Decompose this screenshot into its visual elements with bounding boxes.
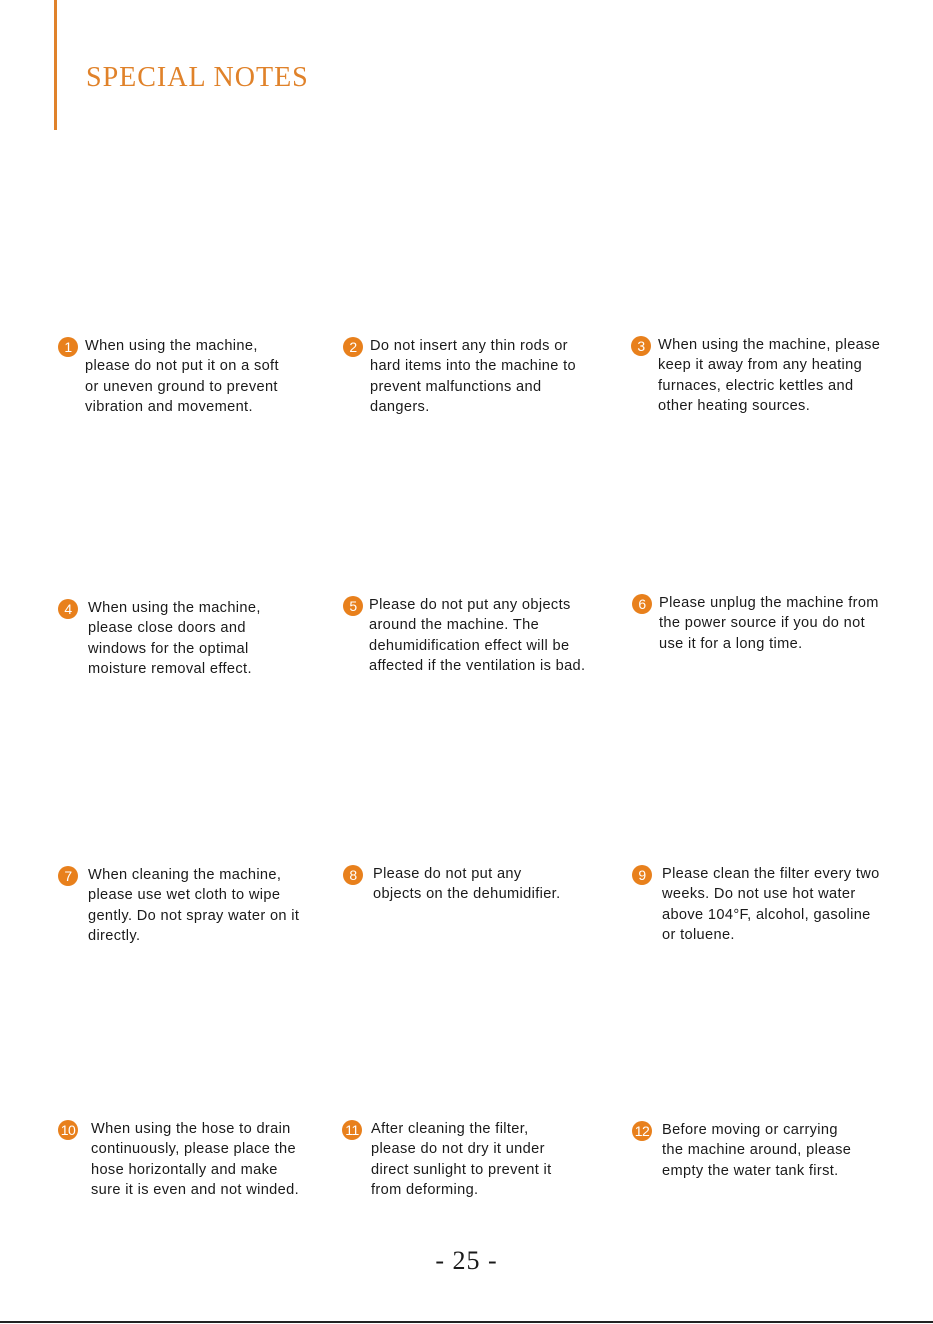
note-number-badge: 5	[343, 596, 363, 616]
note-text: Do not insert any thin rods or hard items into the machine to prevent malfunctions and dangers.	[370, 338, 576, 416]
note-number-badge: 1	[58, 337, 78, 357]
note-text: Before moving or carrying the machine around, please empty the water tank first.	[662, 1122, 852, 1179]
note-text: When using the machine, please keep it away from any heating furnaces, electric kettles and other heating sources.	[658, 337, 881, 415]
bottom-divider	[0, 1321, 933, 1323]
note-number-badge: 7	[58, 866, 78, 886]
note-text: Please unplug the machine from the power source if you do not use it for a long time.	[659, 595, 879, 652]
note-number-badge: 12	[632, 1121, 652, 1141]
note-text: Please clean the filter every two weeks. Do not use hot water above 104°F, alcohol, gasoline or toluene.	[662, 866, 880, 944]
note-number-badge: 9	[632, 865, 652, 885]
note-text: When cleaning the machine, please use wet cloth to wipe gently. Do not spray water on it directly.	[88, 867, 300, 945]
page-number: - 25 -	[435, 1246, 498, 1275]
note-number-badge: 6	[632, 594, 652, 614]
note-number-badge: 10	[58, 1120, 78, 1140]
note-text: After cleaning the filter, please do not dry it under direct sunlight to prevent it from deforming.	[371, 1121, 552, 1199]
note-text: Please do not put any objects around the machine. The dehumidification effect will be affected if the ventilation is bad.	[369, 597, 586, 675]
note-number-badge: 4	[58, 599, 78, 619]
note-text: When using the machine, please do not put it on a soft or uneven ground to prevent vibration and movement.	[85, 338, 279, 416]
note-number-badge: 11	[342, 1120, 362, 1140]
note-text: Please do not put any objects on the dehumidifier.	[373, 866, 561, 903]
note-number-badge: 2	[343, 337, 363, 357]
page-title: SPECIAL NOTES	[86, 62, 309, 93]
note-number-badge: 3	[631, 336, 651, 356]
note-text: When using the hose to drain continuously, please place the hose horizontally and make sure it is even and not winded.	[91, 1121, 299, 1199]
note-text: When using the machine, please close doors and windows for the optimal moisture removal effect.	[88, 600, 261, 678]
title-accent-bar	[54, 0, 57, 130]
note-number-badge: 8	[343, 865, 363, 885]
